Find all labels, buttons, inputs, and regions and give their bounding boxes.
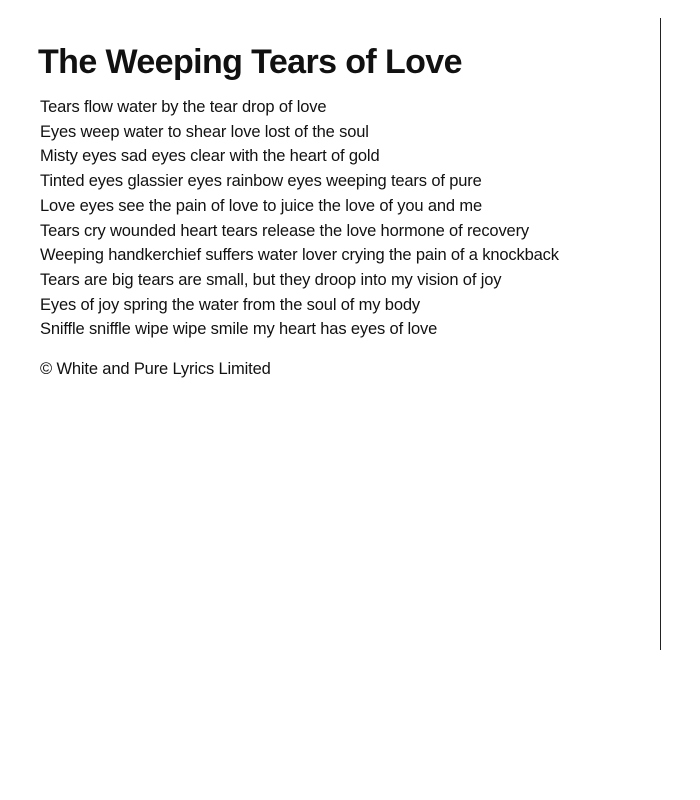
poem-line: Misty eyes sad eyes clear with the heart of gold bbox=[40, 147, 380, 166]
poem-line: Tears cry wounded heart tears release the love hormone of recovery bbox=[40, 221, 530, 240]
page-title: The Weeping Tears of Love bbox=[38, 43, 462, 81]
poem-line: Weeping handkerchief suffers water lover crying the pain of a knockback bbox=[40, 246, 559, 265]
poem-line: Love eyes see the pain of love to juice the love of you and me bbox=[40, 196, 482, 215]
poem-line: Tears are big tears are small, but they droop into my vision of joy bbox=[40, 270, 502, 289]
poem-line: Eyes weep water to shear love lost of the soul bbox=[40, 122, 369, 141]
poem-line: Sniffle sniffle wipe wipe smile my heart has eyes of love bbox=[40, 320, 438, 339]
page-edge-divider bbox=[660, 18, 661, 650]
poem-line: Tears flow water by the tear drop of love bbox=[40, 98, 327, 116]
poem-line: Tinted eyes glassier eyes rainbow eyes weeping tears of pure bbox=[40, 172, 482, 191]
copyright-notice: © White and Pure Lyrics Limited bbox=[40, 360, 271, 378]
poem-body bbox=[40, 95, 559, 342]
poem-line: Eyes of joy spring the water from the soul of my body bbox=[40, 295, 420, 314]
